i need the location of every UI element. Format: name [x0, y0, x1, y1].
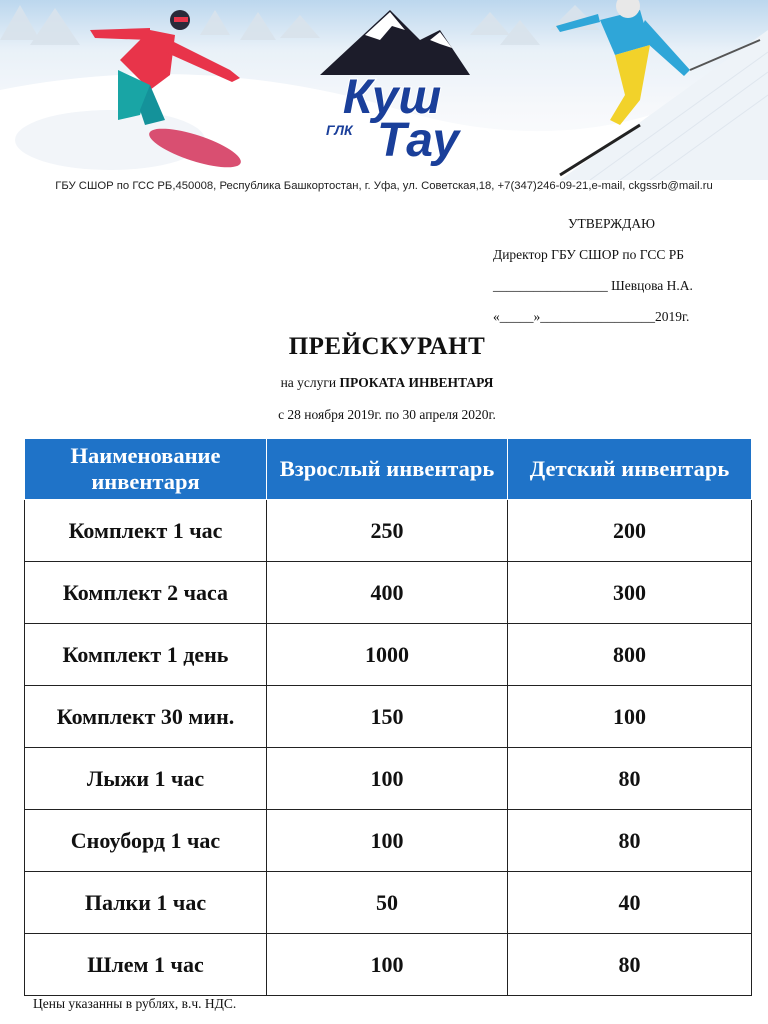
child-price: 100 — [508, 686, 752, 748]
header-adult: Взрослый инвентарь — [267, 439, 508, 500]
approval-title: УТВЕРЖДАЮ — [568, 216, 656, 231]
child-price: 200 — [508, 500, 752, 562]
header-child: Детский инвентарь — [508, 439, 752, 500]
table-row — [25, 500, 752, 562]
child-price: 40 — [508, 872, 752, 934]
adult-price: 1000 — [267, 624, 508, 686]
logo-text-line2: Тау — [376, 114, 460, 167]
table-row — [25, 748, 752, 810]
page-title: ПРЕЙСКУРАНТ — [288, 333, 486, 360]
contact-line: ГБУ СШОР по ГСС РБ,450008, Республика Башкортостан, г. Уфа, ул. Советская,18, +7(347)246-09-21,e-mail, ckgssrb@mail.ru — [55, 180, 713, 192]
table-row — [25, 686, 752, 748]
table-row — [25, 872, 752, 934]
table-row — [25, 934, 752, 996]
adult-price: 100 — [267, 748, 508, 810]
price-table — [24, 438, 752, 996]
subtitle-prefix: на услуги — [280, 375, 340, 390]
item-name: Комплект 2 часа — [25, 562, 267, 624]
adult-price: 250 — [267, 500, 508, 562]
item-name: Палки 1 час — [25, 872, 267, 934]
adult-price: 50 — [267, 872, 508, 934]
table-header-row — [25, 439, 752, 500]
adult-price: 100 — [267, 934, 508, 996]
approval-position: Директор ГБУ СШОР по ГСС РБ — [493, 247, 685, 262]
approval-date: «_____»_________________2019г. — [493, 309, 690, 324]
header-banner — [0, 0, 768, 180]
header-item-name: Наименование инвентаря — [25, 439, 267, 500]
approval-signature: _________________ Шевцова Н.А. — [493, 278, 693, 293]
validity-period: с 28 ноября 2019г. по 30 апреля 2020г. — [278, 407, 496, 422]
adult-price: 150 — [267, 686, 508, 748]
table-row — [25, 624, 752, 686]
item-name: Комплект 1 день — [25, 624, 267, 686]
child-price: 80 — [508, 810, 752, 872]
child-price: 80 — [508, 748, 752, 810]
table-row — [25, 810, 752, 872]
child-price: 800 — [508, 624, 752, 686]
item-name: Сноуборд 1 час — [25, 810, 267, 872]
page-subtitle — [0, 375, 768, 391]
child-price: 300 — [508, 562, 752, 624]
item-name: Шлем 1 час — [25, 934, 267, 996]
price-footnote: Цены указанны в рублях, в.ч. НДС. — [33, 996, 237, 1011]
logo-text-line1: Куш — [342, 71, 442, 124]
approval-block — [493, 208, 743, 332]
ski-scene-illustration — [0, 0, 768, 180]
item-name: Комплект 1 час — [25, 500, 267, 562]
table-row — [25, 562, 752, 624]
child-price: 80 — [508, 934, 752, 996]
subtitle-bold: ПРОКАТА ИНВЕНТАРЯ — [339, 375, 494, 390]
logo-text-small: ГЛК — [326, 122, 353, 138]
adult-price: 400 — [267, 562, 508, 624]
item-name: Комплект 30 мин. — [25, 686, 267, 748]
item-name: Лыжи 1 час — [25, 748, 267, 810]
adult-price: 100 — [267, 810, 508, 872]
